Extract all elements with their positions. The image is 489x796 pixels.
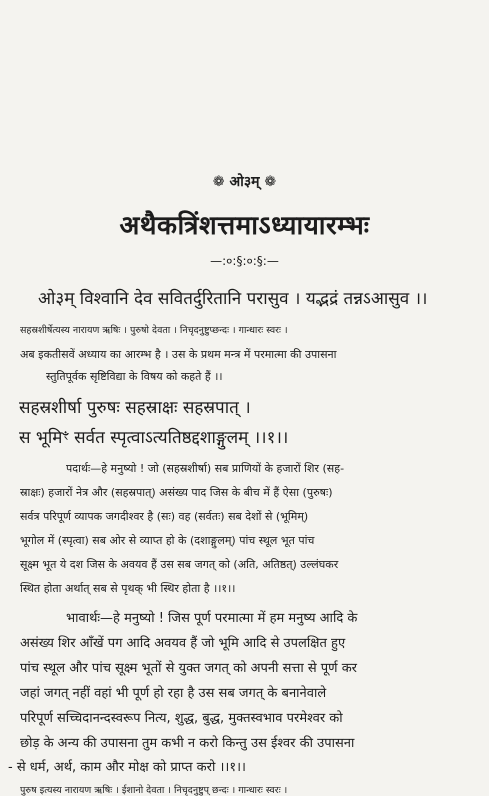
bhavartha-line-2: असंख्य शिर आँखें पग आदि अवयव हैं जो भूमि आदि से उपलक्षित हुए	[20, 636, 346, 651]
bhavartha-line-3: पांच स्थूल और पांच सूक्ष्म भूतों से युक्त जगत् को अपनी सत्ता से पूर्ण कर	[20, 661, 358, 676]
padartha-line-2: स्राक्षः) हजारों नेत्र और (सहस्रपात्) असंख्य पाद जिस के बीच में हैं ऐसा (पुरुषः)	[20, 486, 333, 499]
verse-line-2: स भूमिꣳ सर्वत स्पृत्वाऽत्यतिष्ठद्दशाङ्गुलम् ।।१।।	[19, 428, 289, 448]
opening-mantra: ओ३म् विश्वानि देव सवितर्दुरितानि परासुव । यद्भद्रं तन्नऽआसुव ।।	[38, 289, 428, 309]
bhavartha-line-1: भावार्थः—हे मनुष्यो ! जिस पूर्ण परमात्मा में हम मनुष्य आदि के	[66, 611, 358, 626]
bhavartha-line-5: परिपूर्ण सच्चिदानन्दस्वरूप नित्य, शुद्ध, बुद्ध, मुक्तस्वभाव परमेश्वर को	[20, 711, 343, 726]
intro-line-1: अब इकतीसवें अध्याय का आरम्भ है । उस के प्रथम मन्त्र में परमात्मा की उपासना	[20, 348, 337, 361]
padartha-line-3: सर्वत्र परिपूर्ण व्यापक जगदीश्वर है (सः) वह (सर्वतः) सब देशों से (भूमिम्)	[20, 510, 309, 523]
padartha-line-4: भूगोल में (स्पृत्वा) सब ओर से व्याप्त हो के (दशाङ्गुलम्) पांच स्थूल भूत पांच	[20, 534, 315, 547]
padartha-line-1: पदार्थः—हे मनुष्यो ! जो (सहस्रशीर्षा) सब प्राणियों के हजारों शिर (सह-	[66, 462, 345, 475]
padartha-line-5: सूक्ष्म भूत ये दश जिस के अवयव हैं उस सब जगत् को (अति, अतिष्ठत्) उल्लंघकर	[20, 558, 339, 571]
padartha-line-6: स्थित होता अर्थात् सब से पृथक् भी स्थिर होता है ।।१।।	[20, 582, 236, 595]
bhavartha-line-7: - से धर्म, अर्थ, काम और मोक्ष को प्राप्त करो ।।१।।	[8, 760, 246, 775]
verse1-meta: सहस्रशीर्षेत्यस्य नारायण ऋषिः । पुरुषो देवता । निचृदनुष्टुप्छन्दः । गान्धारः स्वरः ।	[20, 325, 288, 336]
chapter-title: अथैकत्रिंशत्तमाऽध्यायारम्भः	[119, 211, 370, 241]
verse-line-1: सहस्रशीर्षा पुरुषः सहस्राक्षः सहस्रपात् ।	[19, 398, 251, 418]
om-invocation: ❁ ओ३म् ❁	[212, 174, 277, 190]
intro-line-2: स्तुतिपूर्वक सृष्टिविद्या के विषय को कहते हैं ।।	[46, 370, 223, 383]
verse2-meta: पुरुष इत्यस्य नारायण ऋषिः । ईशानो देवता । निचृदनुष्टुप् छन्दः । गान्धारः स्वरः ।	[20, 785, 288, 796]
bhavartha-line-6: छोड़ के अन्य की उपासना तुम कभी न करो किन्तु उस ईश्वर की उपासना	[20, 736, 355, 751]
bhavartha-line-4: जहां जगत् नहीं वहां भी पूर्ण हो रहा है उस सब जगत् के बनानेवाले	[20, 686, 327, 701]
ornamental-divider: —:०:§:०:§:—	[210, 254, 279, 268]
